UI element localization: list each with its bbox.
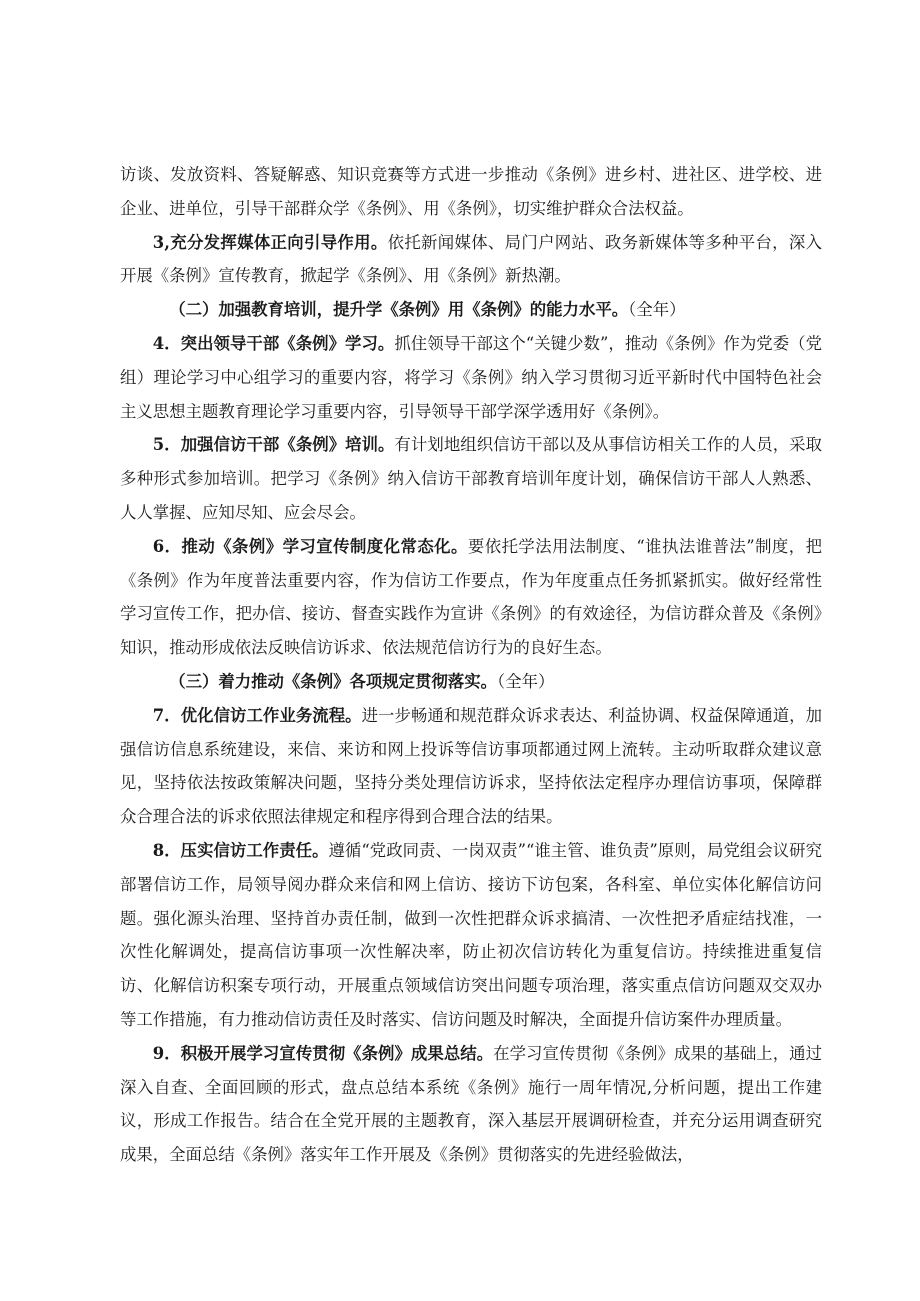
paragraph-text: 在学习宣传贯彻《条例》成果的基础上，通过深入自查、全面回顾的形式，盘点总结本系统《条例》施行一周年情况,分析问题，提出工作建议，形成工作报告。结合在全党开展的主题教育，深入基层开展调研检查，并充分运用调查研究成果，全面总结《条例》落实年工作开展及《条例》贯彻落实的先进经验做法，	[120, 1043, 822, 1165]
document-body	[120, 158, 822, 1172]
paragraph-lead: 7．优化信访工作业务流程。	[152, 705, 362, 725]
paragraph-text: 遵循“党政同责、一岗双责”“谁主管、谁负责”原则，局党组会议研究部署信访工作，局领导阅办群众来信和网上信访、接访下访包案，各科室、单位实体化解信访问题。强化源头治理、坚持首办责任制，做到一次性把群众诉求搞清、一次性把矛盾症结找准，一次性化解调处，提高信访事项一次性解决率，防止初次信访转化为重复信访。持续推进重复信访、化解信访积案专项行动，开展重点领域信访突出问题专项治理，落实重点信访问题双交双办等工作措施，有力推动信访责任及时落实、信访问题及时解决，全面提升信访案件办理质量。	[120, 840, 822, 1029]
paragraph-item-9	[120, 1037, 822, 1172]
paragraph-text: 访谈、发放资料、答疑解惑、知识竞赛等方式进一步推动《条例》进乡村、进社区、进学校、进企业、进单位，引导干部群众学《条例》、用《条例》，切实维护群众合法权益。	[120, 165, 822, 218]
paragraph-lead: 4．突出领导干部《条例》学习。	[152, 333, 395, 353]
section-heading-text: （三）着力推动《条例》各项规定贯彻落实。	[169, 671, 497, 691]
paragraph-lead: 5．加强信访干部《条例》培训。	[152, 435, 395, 455]
paragraph-text: 有计划地组织信访干部以及从事信访相关工作的人员，采取多种形式参加培训。把学习《条例》纳入信访干部教育培训年度计划，确保信访干部人人熟悉、人人掌握、应知尽知、应会尽会。	[120, 435, 822, 522]
paragraph-lead: 8．压实信访工作责任。	[152, 840, 329, 860]
paragraph-text: 抓住领导干部这个“关键少数”，推动《条例》作为党委（党组）理论学习中心组学习的重要内容，将学习《条例》纳入学习贯彻习近平新时代中国特色社会主义思想主题教育理论学习重要内容，引导领导干部学深学透用好《条例》。	[120, 333, 822, 421]
paragraph-item-5	[120, 428, 822, 529]
paragraph-lead: 9．积极开展学习宣传贯彻《条例》成果总结。	[152, 1043, 494, 1063]
paragraph-item-6	[120, 530, 822, 665]
paragraph-item-8	[120, 834, 822, 1037]
paragraph-text: 要依托学法用法制度、“谁执法谁普法”制度，把《条例》作为年度普法重要内容，作为信访工作要点，作为年度重点任务抓紧抓实。做好经常性学习宣传工作，把办信、接访、督查实践作为宣讲《条例》的有效途径，为信访群众普及《条例》知识，推动形成依法反映信访诉求、依法规范信访行为的良好生态。	[120, 536, 822, 658]
paragraph-item-3	[120, 226, 822, 294]
paragraph-item-7	[120, 699, 822, 834]
paragraph-text: 进一步畅通和规范群众诉求表达、利益协调、权益保障通道，加强信访信息系统建设，来信、来访和网上投诉等信访事项都通过网上流转。主动听取群众建议意见，坚持依法按政策解决问题，坚持分类处理信访诉求，坚持依法定程序办理信访事项，保障群众合理合法的诉求依照法律规定和程序得到合理合法的结果。	[120, 705, 823, 827]
section-heading-note: （全年）	[628, 300, 686, 320]
section-heading-2	[120, 293, 822, 327]
paragraph-continuation	[120, 158, 822, 226]
paragraph-text: 依托新闻媒体、局门户网站、政务新媒体等多种平台，深入开展《条例》宣传教育，掀起学《条例》、用《条例》新热潮。	[120, 232, 822, 286]
paragraph-lead: 6．推动《条例》学习宣传制度化常态化。	[152, 536, 468, 556]
paragraph-lead: 3,充分发挥媒体正向引导作用。	[152, 232, 388, 252]
paragraph-item-4	[120, 327, 822, 428]
section-heading-text: （二）加强教育培训，提升学《条例》用《条例》的能力水平。	[169, 300, 629, 320]
section-heading-note: （全年）	[497, 671, 555, 691]
section-heading-3	[120, 665, 822, 699]
